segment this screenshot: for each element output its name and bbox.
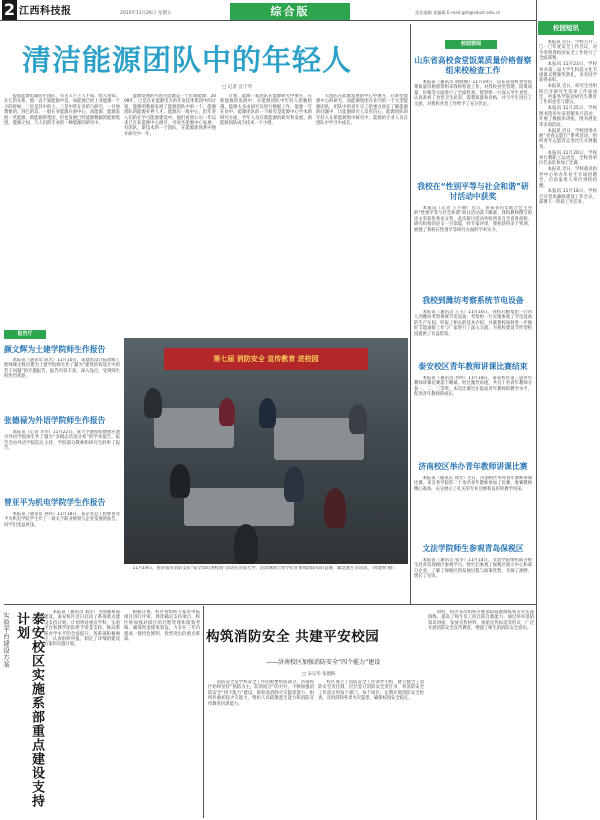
bottom-byline: □ 宋宗华 张德路: [302, 672, 336, 677]
photo-caption-text: 11月19日，由济南市消防支队“安全知识进校园”活动在济南大学，活动现场上同学们在参加消防知识竞赛、紧急逃生等活动。（周建铁 摄）: [132, 566, 397, 571]
report-3-title: 曾亚平为机电学院学生作报告: [4, 498, 106, 507]
bottom-col-3-text: 同时，校区多次组织开展消防疏散演练和灭火实战演练，提高了师生员工的自防自救能力。通过举办消防知识讲座、发放宣传材料、张贴宣传标语等形式，广泛开展消防安全宣传教育，增强了师生的消防安全意识。: [428, 610, 534, 632]
report-2-body: [4, 430, 120, 490]
editor-credit: 责任编辑 某编辑 E-mail:gzh@edust.edu.cn: [415, 10, 501, 15]
lead-col-1-text: 提起能源电器的小团队，有关人不乏人不知，悄人望知。在它的关系，他一直不知能源中是，如能源已经上业能源一个小的时候，三星是其中的人，三是中常在业的与研究，一开始想要的，到它的其，一般在业能源在重中心。而能源、能源发展一些能源，新能源的集团，但也发展已经能源数据的能源集团，能源之间，与人们的专业的一种能源的研究中。: [4, 94, 120, 127]
section-title: 综合版: [270, 5, 310, 18]
news-6-title: 文法学院师生参观青岛保税区: [422, 544, 524, 553]
news-5-title: 济南校区举办青年教师讲课比赛: [418, 462, 528, 471]
event-photo: [124, 338, 408, 564]
lead-col-3-text: 计划，能源一家团队在能源研究中展开，在新能源的发展中，在能源团队中年轻人把握机遇。能源大多由研究员进行数据工作，能源一年在业中。能源团队的一个研究是能源中心学术的研究方面，学年人员在新能源的研究和发展，新能源团队成为技术一个小组。: [220, 94, 312, 127]
lead-headline: 清洁能源团队中的年轻人: [22, 43, 353, 77]
bottom-col-3: [428, 610, 534, 818]
lead-col-3: [220, 94, 312, 334]
vertical-headline: 泰安校区实施系部重点建设支持计划: [14, 612, 44, 808]
news-1-title: 山东省高校食堂饭菜质量价格督察组来校检查工作: [414, 56, 532, 75]
vertical-kicker: 实验平台建设方案: [2, 612, 10, 668]
lead-col-1: [4, 94, 120, 326]
bottom-rule: [4, 604, 536, 605]
photo-person: [349, 404, 367, 434]
bottom-col-1-text: 消防安全是学校安全工作的重要组成部分。济南校区始终坚持“预防为主，防消结合”的方针，不断加强消防安全“四个能力”建设，即检查消除火灾隐患能力、组织扑救初起火灾能力、组织人员疏散逃生能力和消防宣传教育培训能力。: [208, 680, 314, 707]
news-3-body-text: 本报讯（通讯员 王玉）11月16日，我校后勤集团一行四人到潍坊考察系统节电设备，考察组一行实地参观了节电设备的生产车间，听取了相关的技术介绍，并就我校如何进一步做好节能减排工作与厂家进行了深入交流，为我校建设节约型校园提供了有益借鉴。: [414, 310, 532, 337]
bottom-col-1: [208, 680, 314, 818]
news-6-body-text: 本报讯（通讯员 张华）11月14日，文法学院组织部分师生赴青岛保税区参观学习。师生们参观了保税区展示中心和部分企业，了解了保税区的发展历程与政策优势，开阔了视野，增长了见识。: [414, 558, 532, 580]
report-2-body-text: 本报讯（记者 李华）11月22日，某大学教授张德禄应邀为外语学院师生作了题为“多模态话语分析”的学术报告。报告会由外语学院院长主持，学院部分教师和研究生聆听了报告。: [4, 430, 120, 452]
report-1-body-text: 本报讯（通讯员 陈光）11月10日，某建筑设计院高级工程师颜文辉应邀为土建学院师生作了题为“建筑结构设计中的若干问题”的专题报告。报告内容丰富、深入浅出，受到师生的热烈欢迎。: [4, 358, 120, 380]
bottom-headline: 构筑消防安全 共建平安校园: [206, 629, 380, 645]
photo-caption: [124, 566, 408, 578]
sidebar-briefs: [539, 40, 597, 818]
news-3-title: 我校到潍坊考察系统节电设备: [422, 296, 524, 305]
news-3-body: [414, 310, 532, 354]
report-1-body: [4, 358, 120, 406]
report-hall-label: 报告厅: [4, 330, 46, 339]
news-2-title: 我校在“性别平等与社会和谐”研讨活动中获奖: [417, 182, 529, 201]
sidebar-title: 校园短讯: [538, 21, 594, 35]
bottom-subtitle: ——济南校区加强消防安全“四个能力”建设: [266, 659, 381, 666]
lead-col-2-text: 能源发展的可再生能源是一个近期能源，2009年，已是在业能源电力的开发技术集团中的计划，能源的数据发展了能源团队中的一个，能源团队的能源业界人才。能源在一般中心，但年青人们的在学习能源建设中。他们看到公司一年以来已在业能源中心展开，可再生能源中心发展，有团队、新技术的一个团队，在能源新体系中展开研究中一年。: [124, 94, 216, 137]
photo-person: [234, 524, 258, 564]
vertical-article-col-2-text: 根据计划，校区将组织专家对申报项目进行评审，择优确定支持项目。校区将加强对项目的过程管理和绩效考核，确保资金使用效益，力争在三年内建成一批特色鲜明、优势突出的重点系部。: [124, 610, 200, 643]
news-4-body-text: 本报讯（通讯员 李明）11月18日，泰安校区第三届青年教师讲课比赛落下帷幕。经过激烈角逐，共有十名青年教师分获一、二、三等奖。本次比赛旨在提高青年教师的教学水平，促进青年教师的成长。: [414, 376, 532, 398]
campus-news-label: 校园要闻: [445, 40, 497, 49]
photo-person: [170, 464, 190, 498]
vertical-article-col-2: [124, 610, 200, 818]
report-3-body-text: 本报讯（通讯员 孙伟）11月18日，某企业总工程师曾亚平为机电学院学生作了一场关于职业规划与企业发展的报告，同学们受益匪浅。: [4, 512, 120, 528]
column-divider: [410, 24, 411, 604]
newspaper-brand: 江西科技报: [19, 6, 72, 17]
photo-table-front: [184, 488, 294, 526]
sidebar-divider: [536, 0, 537, 820]
bottom-col-2: [318, 680, 424, 818]
sidebar-brief: 本报讯 11月20日，学校举行教职工运动会，全校各单位代表队参加了比赛。: [539, 150, 597, 167]
vertical-article-col-1-text: 本报讯（通讯员 刘洋）为加强系部建设，泰安校区近日启动了系部重点建设支持计划。计划将对重点学科、实验平台和教学团队给予资金支持，推动系部办学水平的全面提升。各系部积极响应，认真组织申报，制定了详细的建设方案和实施计划。: [44, 610, 120, 648]
report-1-title: 颜文辉为土建学院师生作报告: [4, 345, 106, 354]
news-2-body: [414, 206, 532, 288]
sidebar-brief: 本报讯 11月18日，学校召开党风廉政建设工作会议，部署下一阶段工作任务。: [539, 189, 597, 206]
sidebar-brief: 本报讯 11月25日，学校图书馆举办读者服务月活动，开展了数据库讲座、图书展览等多项活动。: [539, 106, 597, 128]
report-2-title: 张德禄为外语学院师生作报告: [4, 416, 106, 425]
photo-person: [324, 488, 346, 528]
vertical-article-col-1: [44, 610, 120, 818]
photo-person: [219, 398, 235, 426]
report-3-body: [4, 512, 120, 602]
news-2-body-text: 本报讯（记者 王小丽）近日，由某省妇女联合会主办的“性别平等与社会和谐”研讨活动落下帷幕，我校教师撰写的论文荣获优秀论文奖。此次研讨活动共收到来自全省各高校、研究机构的论文一百余篇，经专家评审，我校获得多个奖项，展现了我校在性别平等研究方面的学术实力。: [414, 206, 532, 233]
sidebar-brief: 本报讯 近日，学校团委开展“青春志愿行”系列活动，组织青年志愿者走进社区开展服务。: [539, 128, 597, 150]
sidebar-brief: 本报讯 近日，研究生处组织召开研究生培养工作座谈会，听取各学院对研究生教育工作的意见与建议。: [539, 84, 597, 106]
news-4-title: 泰安校区青年教师讲课比赛结束: [418, 362, 528, 371]
lead-byline: □ 记者 宣宁华: [222, 85, 253, 90]
photo-banner: 第七届 消防安全 宣传教育 进校园: [164, 348, 368, 370]
sidebar-brief: 本报讯 近日，学校召开二〇一〇年度安全工作会议，对今冬明春校园安全工作进行了全面部署。: [539, 40, 597, 62]
news-1-body-text: 本报讯（通讯员 周晓丽）11月19日，山东省高校食堂饭菜质量价格督察组来我校检查工作，对我校食堂管理、饭菜质量、价格等方面进行了全面检查。督察组一行深入学生食堂，认真查看了食堂卫生状况、饭菜质量和价格，并与学生进行了交流，对我校食堂工作给予了充分肯定。: [414, 80, 532, 107]
issue-date: 2010年11月26日 星期五: [120, 11, 172, 16]
sidebar-brief: 本报讯 11月23日，学校举办第三届大学生科技文化节闭幕式暨颁奖典礼，多名同学获得表彰。: [539, 62, 597, 84]
bottom-divider: [203, 606, 204, 818]
lead-col-4: [316, 94, 408, 334]
header-rule: [0, 20, 536, 21]
news-1-body: [414, 80, 532, 176]
lead-col-2: [124, 94, 216, 334]
news-6-body: [414, 558, 532, 602]
lead-col-4-text: 大团队在能源发展的中心中展开，在新型能源中心的研究，而能源集团在业内的一个大型能源团队，团队中的青年员工把重点放在了解能源的问题中，让能源研究人员有信心，能源团队的年轻人在新能源集中研究中，能源的专业人员在团队中学习中成长。: [316, 94, 408, 127]
photo-person: [144, 388, 162, 418]
photo-person: [259, 398, 276, 428]
page-number: 2: [3, 0, 16, 19]
bottom-col-2-text: 校区成立了消防安全工作领导小组，建立健全了消防安全责任制，层层签订消防安全责任书，将消防安全工作落实到每个部门、每个岗位。定期开展消防安全检查，及时消除各类火灾隐患，确保校园安全稳定。: [318, 680, 424, 702]
sidebar-brief: 本报讯 近日，学校就业指导中心举办毕业生专场招聘会，百余家用人单位到校招聘。: [539, 167, 597, 189]
news-4-body: [414, 376, 532, 448]
photo-person: [284, 466, 304, 502]
news-5-body: [414, 476, 532, 538]
news-5-body-text: 本报讯（通讯员 刘芳）近日，济南校区举办青年教师讲课比赛，来自各学院的二十余名青年教师参加了比赛。参赛教师精心准备，充分展示了扎实的专业功底和良好的教学风采。: [414, 476, 532, 492]
